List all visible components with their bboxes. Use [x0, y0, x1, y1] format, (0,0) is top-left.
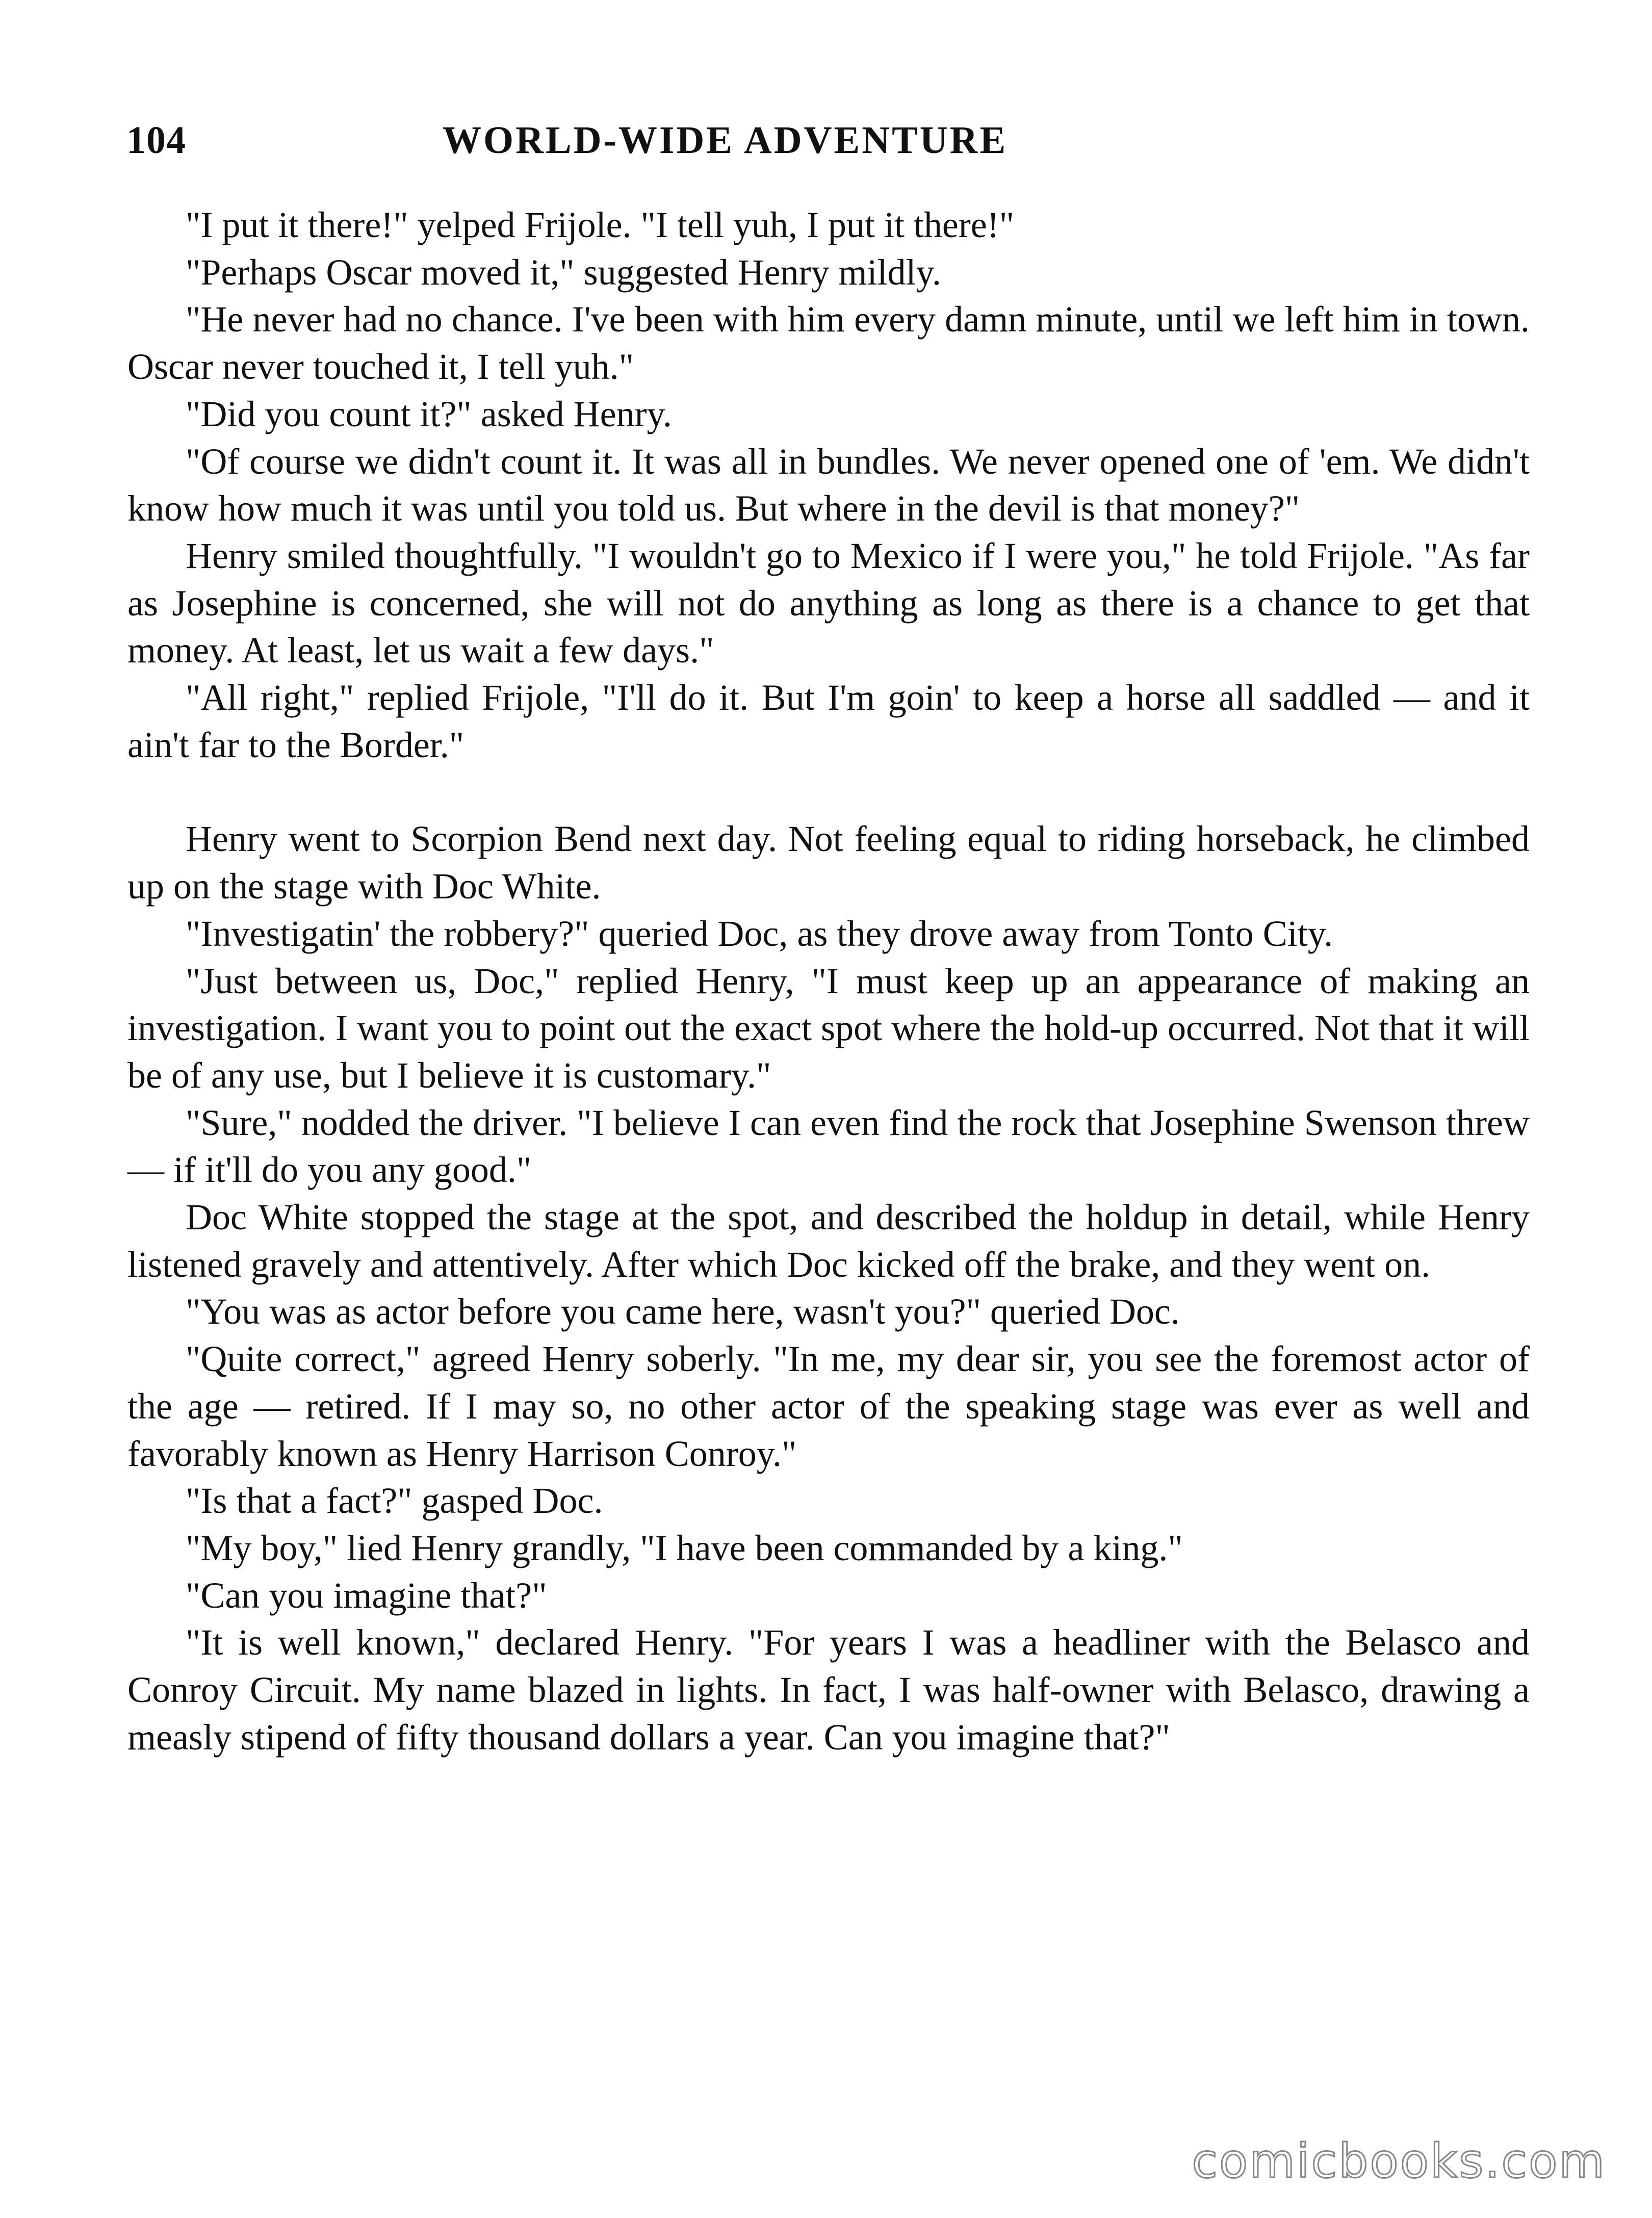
- paragraph: "Investigatin' the robbery?" queried Doc, as they drove away from Tonto City.: [186, 913, 1333, 954]
- paragraph: "Is that a fact?" gasped Doc.: [186, 1480, 603, 1521]
- page-number: 104: [126, 119, 186, 162]
- body-text: [127, 201, 1530, 2129]
- paragraph: "Did you count it?" asked Henry.: [186, 393, 672, 434]
- paragraph: "Perhaps Oscar moved it," suggested Henry mildly.: [186, 251, 941, 293]
- paragraph: "Can you imagine that?": [186, 1575, 547, 1616]
- paragraph: Doc White stopped the stage at the spot, and described the holdup in detail, while Henry listened gravely and attentively. After which Doc kicked off the brake, and they went on.: [127, 1197, 1530, 1285]
- paragraph: Henry smiled thoughtfully. "I wouldn't go to Mexico if I were you," he told Frijole. "As far as Josephine is concerned, she will not do anything as long as there is a chance to get that money. At least, let us wait a few days.": [127, 535, 1530, 671]
- paragraph: "He never had no chance. I've been with him every damn minute, until we left him in town. Oscar never touched it, I tell yuh.": [127, 299, 1530, 388]
- paragraph: Henry went to Scorpion Bend next day. Not feeling equal to riding horseback, he climbed up on the stage with Doc White.: [127, 818, 1530, 907]
- paragraph: "My boy," lied Henry grandly, "I have been commanded by a king.": [186, 1527, 1183, 1568]
- paragraph: "Just between us, Doc," replied Henry, "I must keep up an appearance of making an investigation. I want you to point out the exact spot where the hold-up occurred. Not that it will be of any use, but I believe it is customary.": [127, 960, 1530, 1096]
- page-header: [126, 118, 1529, 174]
- running-head: WORLD-WIDE ADVENTURE: [443, 119, 1008, 162]
- paragraph: "Quite correct," agreed Henry soberly. "In me, my dear sir, you see the foremost actor of the age — retired. If I may so, no other actor of the speaking stage was ever as well and favorably known as Henry Harrison Conroy.": [127, 1338, 1530, 1474]
- paragraph: "It is well known," declared Henry. "For years I was a headliner with the Belasco and Conroy Circuit. My name blazed in lights. In fact, I was half-owner with Belasco, drawing a measly stipend of fifty thousand dollars a year. Can you imagine that?": [127, 1622, 1530, 1758]
- watermark: comicbooks.com: [1192, 2134, 1606, 2188]
- paragraph: "All right," replied Frijole, "I'll do it. But I'm goin' to keep a horse all saddled — and it ain't far to the Border.": [127, 677, 1530, 765]
- paragraph: "Sure," nodded the driver. "I believe I can even find the rock that Josephine Swenson threw — if it'll do you any good.": [127, 1102, 1530, 1191]
- section-break: [127, 768, 1530, 815]
- paragraph: "Of course we didn't count it. It was all in bundles. We never opened one of 'em. We didn't know how much it was until you told us. But where in the devil is that money?": [127, 441, 1530, 529]
- paragraph: "You was as actor before you came here, wasn't you?" queried Doc.: [186, 1291, 1180, 1332]
- paragraph: "I put it there!" yelped Frijole. "I tell yuh, I put it there!": [186, 204, 1015, 245]
